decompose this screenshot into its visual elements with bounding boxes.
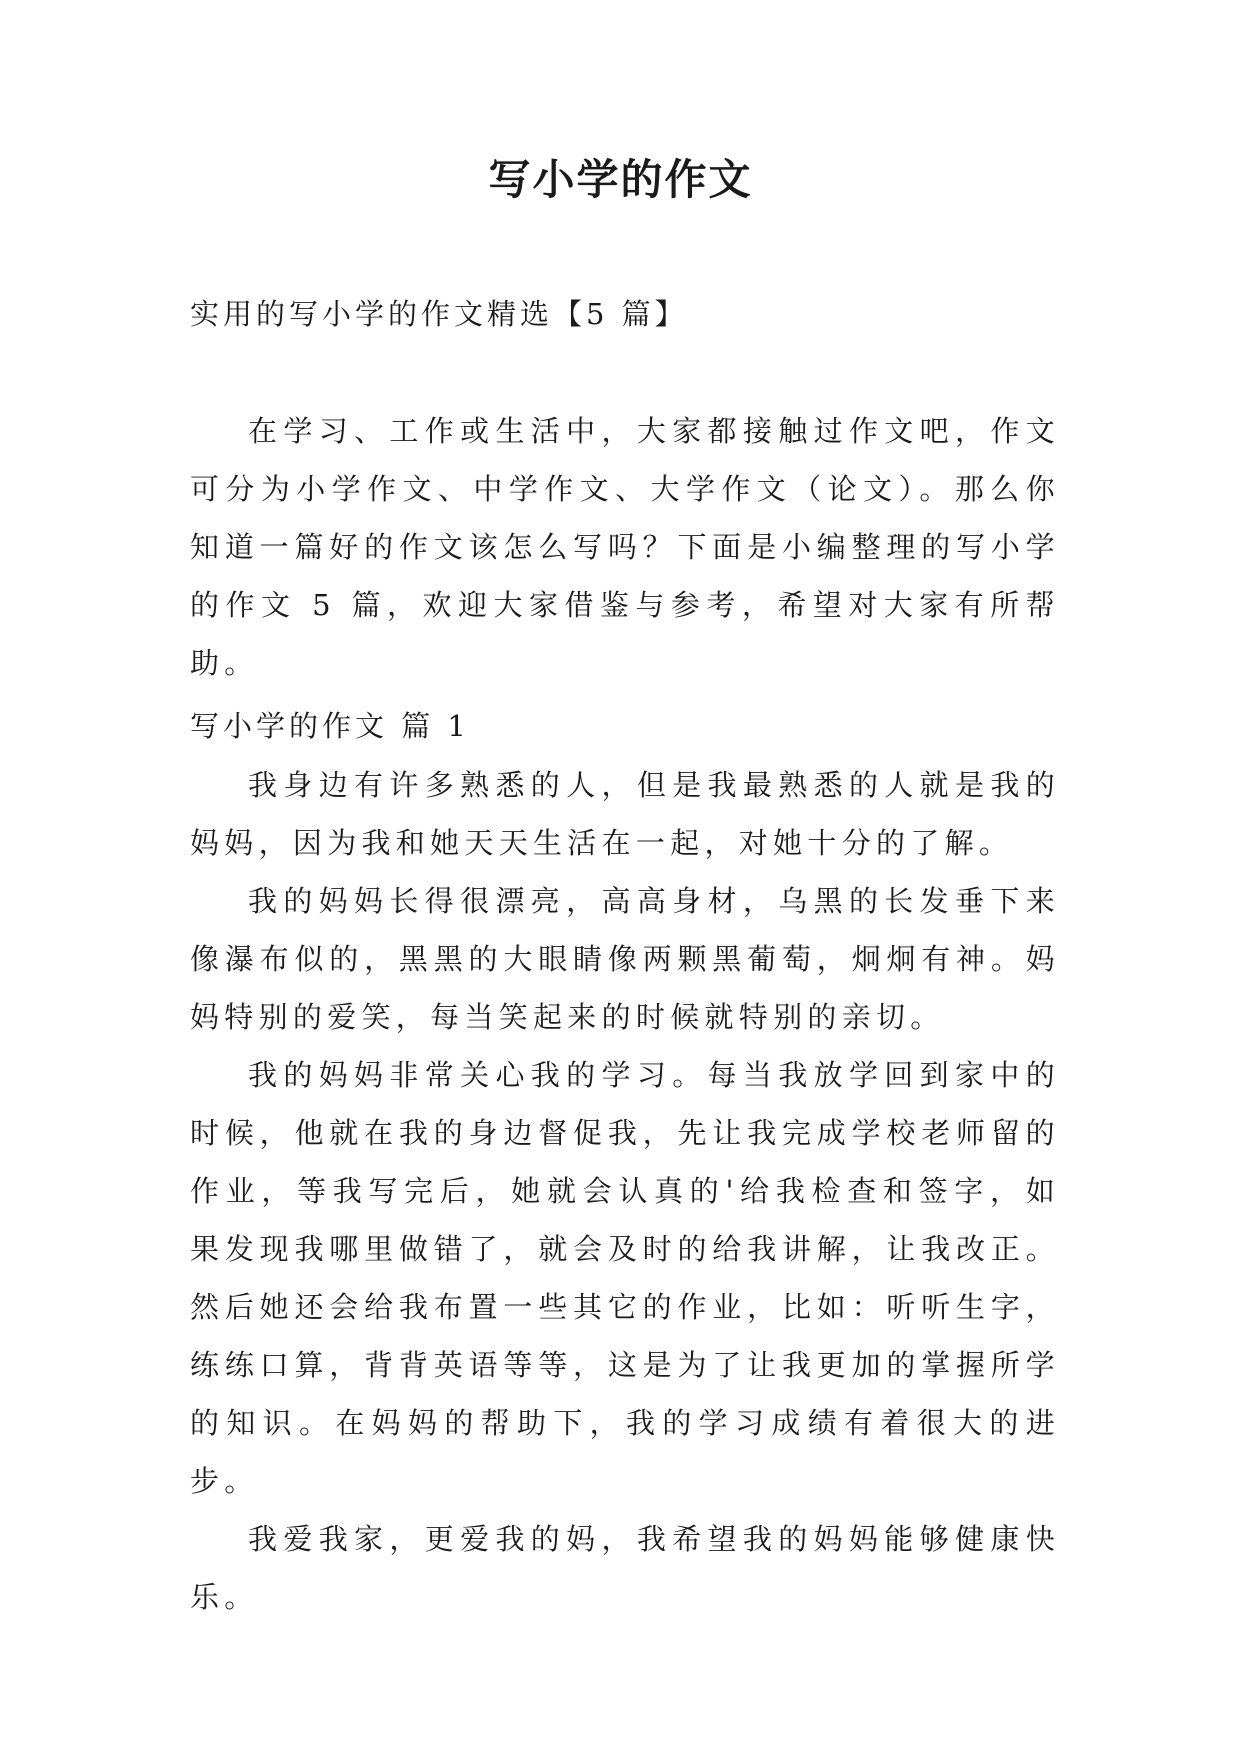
essay-paragraph: 我爱我家，更爱我的妈，我希望我的妈妈能够健康快乐。 bbox=[190, 1522, 1060, 1614]
essay-paragraph: 我身边有许多熟悉的人，但是我最熟悉的人就是我的妈妈，因为我和她天天生活在一起，对她十分的了解。 bbox=[190, 768, 1060, 860]
intro-paragraph: 在学习、工作或生活中，大家都接触过作文吧，作文可分为小学作文、中学作文、大学作文（论文）。那么你知道一篇好的作文该怎么写吗？下面是小编整理的写小学的作文 5 篇，欢迎大家借鉴与参考，希望对大家有所帮助。 bbox=[190, 414, 1060, 680]
essay-paragraph: 我的妈妈长得很漂亮，高高身材，乌黑的长发垂下来像瀑布似的，黑黑的大眼睛像两颗黑葡萄，炯炯有神。妈妈特别的爱笑，每当笑起来的时候就特别的亲切。 bbox=[190, 884, 1060, 1034]
essay-body bbox=[190, 756, 1060, 1626]
intro-block bbox=[190, 402, 1060, 692]
essay-paragraph: 我的妈妈非常关心我的学习。每当我放学回到家中的时候，他就在我的身边督促我，先让我完成学校老师留的作业，等我写完后，她就会认真的'给我检查和签字，如果发现我哪里做错了，就会及时的给我讲解，让我改正。然后她还会给我布置一些其它的作业，比如：听听生字，练练口算，背背英语等等，这是为了让我更加的掌握所学的知识。在妈妈的帮助下，我的学习成绩有着很大的进步。 bbox=[190, 1058, 1060, 1498]
document-subtitle: 实用的写小学的作文精选【5 篇】 bbox=[190, 297, 688, 331]
document-title: 写小学的作文 bbox=[488, 155, 753, 204]
section-heading: 写小学的作文 篇 1 bbox=[190, 709, 470, 743]
